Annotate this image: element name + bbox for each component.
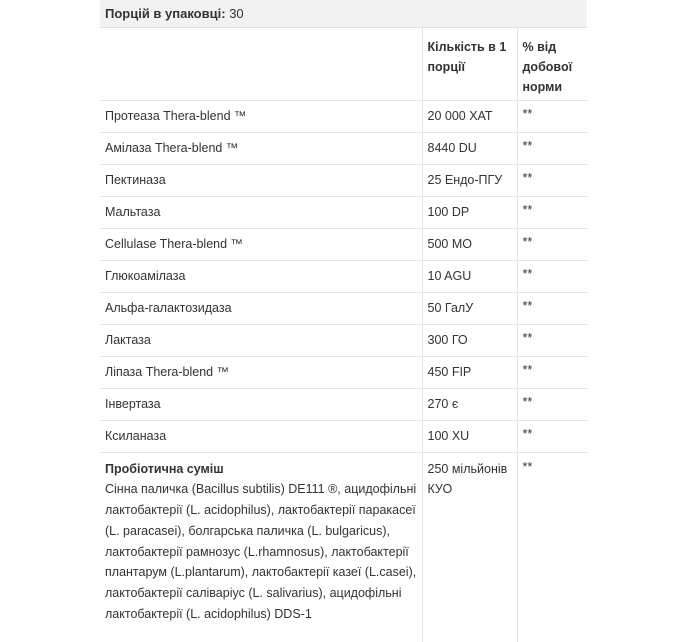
ingredient-amount: 10 AGU	[422, 260, 517, 292]
header-name	[100, 28, 422, 100]
ingredient-name: Альфа-галактозидаза	[100, 292, 422, 324]
probiotic-name: Пробіотична суміш	[105, 461, 224, 476]
probiotic-amount: 250 мільйонів КУО	[422, 452, 517, 642]
ingredient-amount: 500 МО	[422, 228, 517, 260]
ingredient-daily-value: **	[517, 132, 587, 164]
ingredient-name: Пектиназа	[100, 164, 422, 196]
probiotic-daily-value: **	[522, 459, 533, 474]
ingredient-name: Лактаза	[100, 324, 422, 356]
ingredient-amount: 50 ГалУ	[422, 292, 517, 324]
table-row	[100, 196, 587, 228]
table-header-row	[100, 28, 587, 100]
ingredient-daily-value: **	[517, 356, 587, 388]
ingredient-daily-value: **	[517, 100, 587, 132]
probiotic-description: Сінна паличка (Bacillus subtilis) DE111 ®, ацидофільні лактобактерії (L. acidophilus), лактобактерії паракасеї (L. paracasei), болгарська паличка (L. bulgaricus), лактобактерії рамнозус (L.rhamnosus), лактобактерії плантарум (L.plantarum), лактобактерії казеї (L.casei), лактобактерії саліваріус (L. salivarius), ацидофільні лактобактерії (L. acidophilus) DDS-1	[105, 482, 417, 622]
table-row	[100, 388, 587, 420]
table-row	[100, 260, 587, 292]
ingredient-daily-value: **	[517, 292, 587, 324]
probiotic-cell	[100, 452, 422, 642]
ingredient-amount: 270 є	[422, 388, 517, 420]
table-row	[100, 420, 587, 452]
supplement-facts	[100, 0, 587, 642]
ingredient-name: Ксиланаза	[100, 420, 422, 452]
servings-label: Порцій в упаковці:	[105, 6, 226, 21]
ingredient-name: Глюкоамілаза	[100, 260, 422, 292]
ingredient-daily-value: **	[517, 228, 587, 260]
ingredient-amount: 450 FIP	[422, 356, 517, 388]
ingredient-daily-value: **	[517, 388, 587, 420]
table-row	[100, 356, 587, 388]
servings-per-container	[100, 0, 587, 28]
servings-value: 30	[229, 6, 244, 21]
table-row	[100, 132, 587, 164]
table-row	[100, 100, 587, 132]
ingredient-name: Cellulase Thera-blend ™	[100, 228, 422, 260]
ingredient-name: Інвертаза	[100, 388, 422, 420]
ingredient-daily-value: **	[517, 324, 587, 356]
ingredient-daily-value: **	[517, 260, 587, 292]
table-row	[100, 228, 587, 260]
ingredient-amount: 20 000 ХАТ	[422, 100, 517, 132]
ingredient-name: Амілаза Thera-blend ™	[100, 132, 422, 164]
table-row	[100, 164, 587, 196]
ingredient-daily-value: **	[517, 420, 587, 452]
table-row-probiotic	[100, 452, 587, 642]
ingredient-amount: 8440 DU	[422, 132, 517, 164]
ingredient-name: Ліпаза Thera-blend ™	[100, 356, 422, 388]
ingredient-amount: 100 XU	[422, 420, 517, 452]
ingredient-amount: 100 DP	[422, 196, 517, 228]
ingredient-amount: 25 Ендо-ПГУ	[422, 164, 517, 196]
table-row	[100, 292, 587, 324]
nutrition-table	[100, 28, 587, 642]
ingredient-daily-value: **	[517, 164, 587, 196]
ingredient-name: Мальтаза	[100, 196, 422, 228]
table-row	[100, 324, 587, 356]
ingredient-name: Протеаза Thera-blend ™	[100, 100, 422, 132]
header-daily-value: % від добової норми	[517, 28, 587, 100]
ingredient-amount: 300 ГО	[422, 324, 517, 356]
ingredient-daily-value: **	[517, 196, 587, 228]
header-amount: Кількість в 1 порції	[422, 28, 517, 100]
